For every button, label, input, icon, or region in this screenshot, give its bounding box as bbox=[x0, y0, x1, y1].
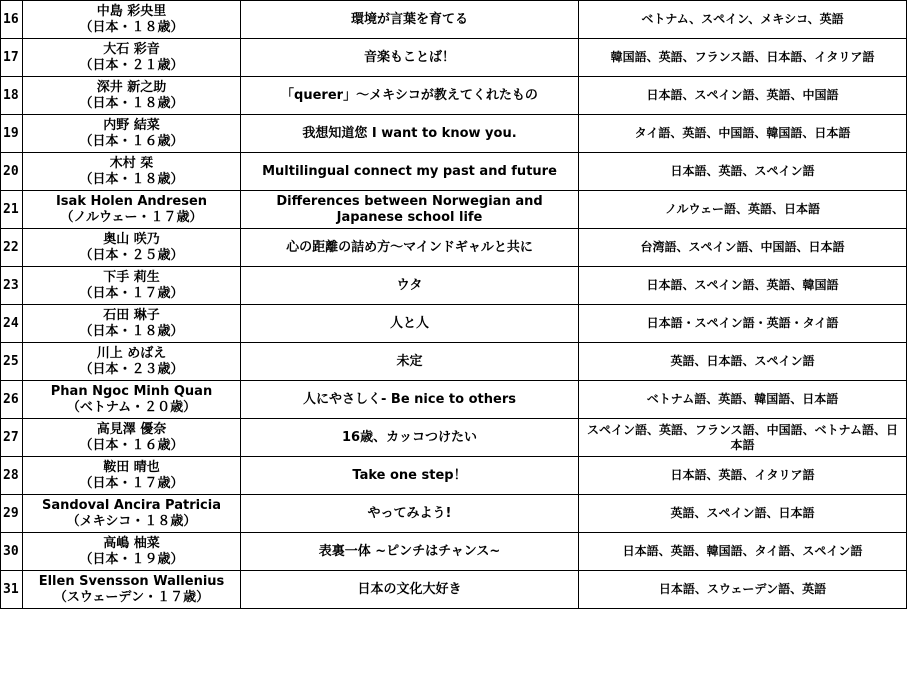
languages: 日本語、スウェーデン語、英語 bbox=[579, 571, 907, 609]
table-row bbox=[1, 571, 907, 609]
speaker-name: Phan Ngoc Minh Quan bbox=[50, 383, 213, 399]
speaker-name: 深井 新之助 bbox=[96, 79, 167, 95]
speaker-origin: （日本・１８歳） bbox=[79, 19, 184, 35]
speaker-cell bbox=[23, 343, 241, 381]
speaker-name: 木村 栞 bbox=[109, 155, 154, 171]
speech-title: 表裏一体 ~ピンチはチャンス~ bbox=[241, 533, 579, 571]
speaker-name: 奥山 咲乃 bbox=[103, 231, 160, 247]
languages: ベトナム語、英語、韓国語、日本語 bbox=[579, 381, 907, 419]
row-number: 19 bbox=[1, 115, 23, 153]
speaker-cell bbox=[23, 1, 241, 39]
speaker-name: Sandoval Ancira Patricia bbox=[41, 497, 221, 513]
languages: 英語、日本語、スペイン語 bbox=[579, 343, 907, 381]
table-row bbox=[1, 77, 907, 115]
row-number: 17 bbox=[1, 39, 23, 77]
speaker-cell bbox=[23, 457, 241, 495]
table-row bbox=[1, 419, 907, 457]
row-number: 29 bbox=[1, 495, 23, 533]
speaker-origin: （日本・２５歳） bbox=[79, 247, 184, 263]
speaker-name: 高嶋 柚菜 bbox=[103, 535, 160, 551]
speaker-name: 内野 結菜 bbox=[103, 117, 160, 133]
speaker-cell bbox=[23, 77, 241, 115]
languages: 韓国語、英語、フランス語、日本語、イタリア語 bbox=[579, 39, 907, 77]
speaker-cell bbox=[23, 495, 241, 533]
speaker-cell bbox=[23, 229, 241, 267]
speaker-origin: （ノルウェー・１７歳） bbox=[60, 209, 203, 225]
languages: スペイン語、英語、フランス語、中国語、ベトナム語、日本語 bbox=[579, 419, 907, 457]
speaker-origin: （日本・１９歳） bbox=[79, 551, 184, 567]
speaker-origin: （日本・１８歳） bbox=[79, 95, 184, 111]
languages: タイ語、英語、中国語、韓国語、日本語 bbox=[579, 115, 907, 153]
speech-title: 日本の文化大好き bbox=[241, 571, 579, 609]
speaker-origin: （日本・２１歳） bbox=[79, 57, 184, 73]
table-row bbox=[1, 495, 907, 533]
speech-title: 環境が言葉を育てる bbox=[241, 1, 579, 39]
speaker-name: 大石 彩音 bbox=[103, 41, 160, 57]
row-number: 24 bbox=[1, 305, 23, 343]
speech-title: 「querer」～メキシコが教えてくれたもの bbox=[241, 77, 579, 115]
speaker-name: 鞍田 晴也 bbox=[103, 459, 160, 475]
speaker-origin: （日本・１６歳） bbox=[79, 437, 184, 453]
row-number: 27 bbox=[1, 419, 23, 457]
speaker-name: 川上 めばえ bbox=[96, 345, 167, 361]
row-number: 21 bbox=[1, 191, 23, 229]
speaker-cell bbox=[23, 381, 241, 419]
speaker-name: 石田 琳子 bbox=[103, 307, 160, 323]
languages: ベトナム、スペイン、メキシコ、英語 bbox=[579, 1, 907, 39]
speech-title: やってみよう! bbox=[241, 495, 579, 533]
speaker-table-body bbox=[1, 1, 907, 609]
languages: 日本語、スペイン語、英語、韓国語 bbox=[579, 267, 907, 305]
row-number: 23 bbox=[1, 267, 23, 305]
languages: ノルウェー語、英語、日本語 bbox=[579, 191, 907, 229]
speech-title: 人と人 bbox=[241, 305, 579, 343]
speech-title: 我想知道您 I want to know you. bbox=[241, 115, 579, 153]
languages: 日本語、スペイン語、英語、中国語 bbox=[579, 77, 907, 115]
speaker-origin: （日本・１６歳） bbox=[79, 133, 184, 149]
row-number: 20 bbox=[1, 153, 23, 191]
speaker-name: 下手 莉生 bbox=[103, 269, 160, 285]
speaker-cell bbox=[23, 115, 241, 153]
row-number: 22 bbox=[1, 229, 23, 267]
speaker-cell bbox=[23, 153, 241, 191]
speaker-origin: （日本・１７歳） bbox=[79, 475, 184, 491]
languages: 日本語、英語、スペイン語 bbox=[579, 153, 907, 191]
languages: 日本語・スペイン語・英語・タイ語 bbox=[579, 305, 907, 343]
speaker-origin: （日本・２３歳） bbox=[79, 361, 184, 377]
speaker-origin: （日本・１８歳） bbox=[79, 171, 184, 187]
speaker-origin: （ベトナム・２０歳） bbox=[66, 399, 197, 415]
languages: 台湾語、スペイン語、中国語、日本語 bbox=[579, 229, 907, 267]
languages: 日本語、英語、イタリア語 bbox=[579, 457, 907, 495]
speaker-cell bbox=[23, 571, 241, 609]
row-number: 26 bbox=[1, 381, 23, 419]
speech-title: 未定 bbox=[241, 343, 579, 381]
speaker-cell bbox=[23, 305, 241, 343]
row-number: 31 bbox=[1, 571, 23, 609]
table-row bbox=[1, 381, 907, 419]
speaker-cell bbox=[23, 191, 241, 229]
table-row bbox=[1, 115, 907, 153]
speech-title: ウタ bbox=[241, 267, 579, 305]
languages: 日本語、英語、韓国語、タイ語、スペイン語 bbox=[579, 533, 907, 571]
speaker-cell bbox=[23, 419, 241, 457]
table-row bbox=[1, 229, 907, 267]
table-row bbox=[1, 153, 907, 191]
speaker-name: 高見澤 優奈 bbox=[96, 421, 167, 437]
speaker-name: Ellen Svensson Wallenius bbox=[38, 573, 225, 589]
speaker-name: 中島 彩央里 bbox=[96, 3, 167, 19]
speech-title: Differences between Norwegian and Japanese school life bbox=[241, 191, 579, 229]
speech-title: 人にやさしく- Be nice to others bbox=[241, 381, 579, 419]
table-row bbox=[1, 305, 907, 343]
speaker-cell bbox=[23, 533, 241, 571]
row-number: 16 bbox=[1, 1, 23, 39]
speech-title: 16歳、カッコつけたい bbox=[241, 419, 579, 457]
table-row bbox=[1, 39, 907, 77]
table-row bbox=[1, 457, 907, 495]
speaker-origin: （日本・１７歳） bbox=[79, 285, 184, 301]
speaker-origin: （メキシコ・１８歳） bbox=[66, 513, 197, 529]
speaker-cell bbox=[23, 39, 241, 77]
row-number: 30 bbox=[1, 533, 23, 571]
table-row bbox=[1, 191, 907, 229]
languages: 英語、スペイン語、日本語 bbox=[579, 495, 907, 533]
speaker-origin: （日本・１８歳） bbox=[79, 323, 184, 339]
speech-title: Take one step！ bbox=[241, 457, 579, 495]
speech-title: 心の距離の詰め方～マインドギャルと共に bbox=[241, 229, 579, 267]
speaker-cell bbox=[23, 267, 241, 305]
row-number: 18 bbox=[1, 77, 23, 115]
speaker-name: Isak Holen Andresen bbox=[55, 193, 208, 209]
speaker-origin: （スウェーデン・１７歳） bbox=[53, 589, 210, 605]
table-row bbox=[1, 343, 907, 381]
table-row bbox=[1, 1, 907, 39]
table-row bbox=[1, 533, 907, 571]
table-row bbox=[1, 267, 907, 305]
row-number: 25 bbox=[1, 343, 23, 381]
speech-title: 音楽もことば！ bbox=[241, 39, 579, 77]
speech-title: Multilingual connect my past and future bbox=[241, 153, 579, 191]
row-number: 28 bbox=[1, 457, 23, 495]
